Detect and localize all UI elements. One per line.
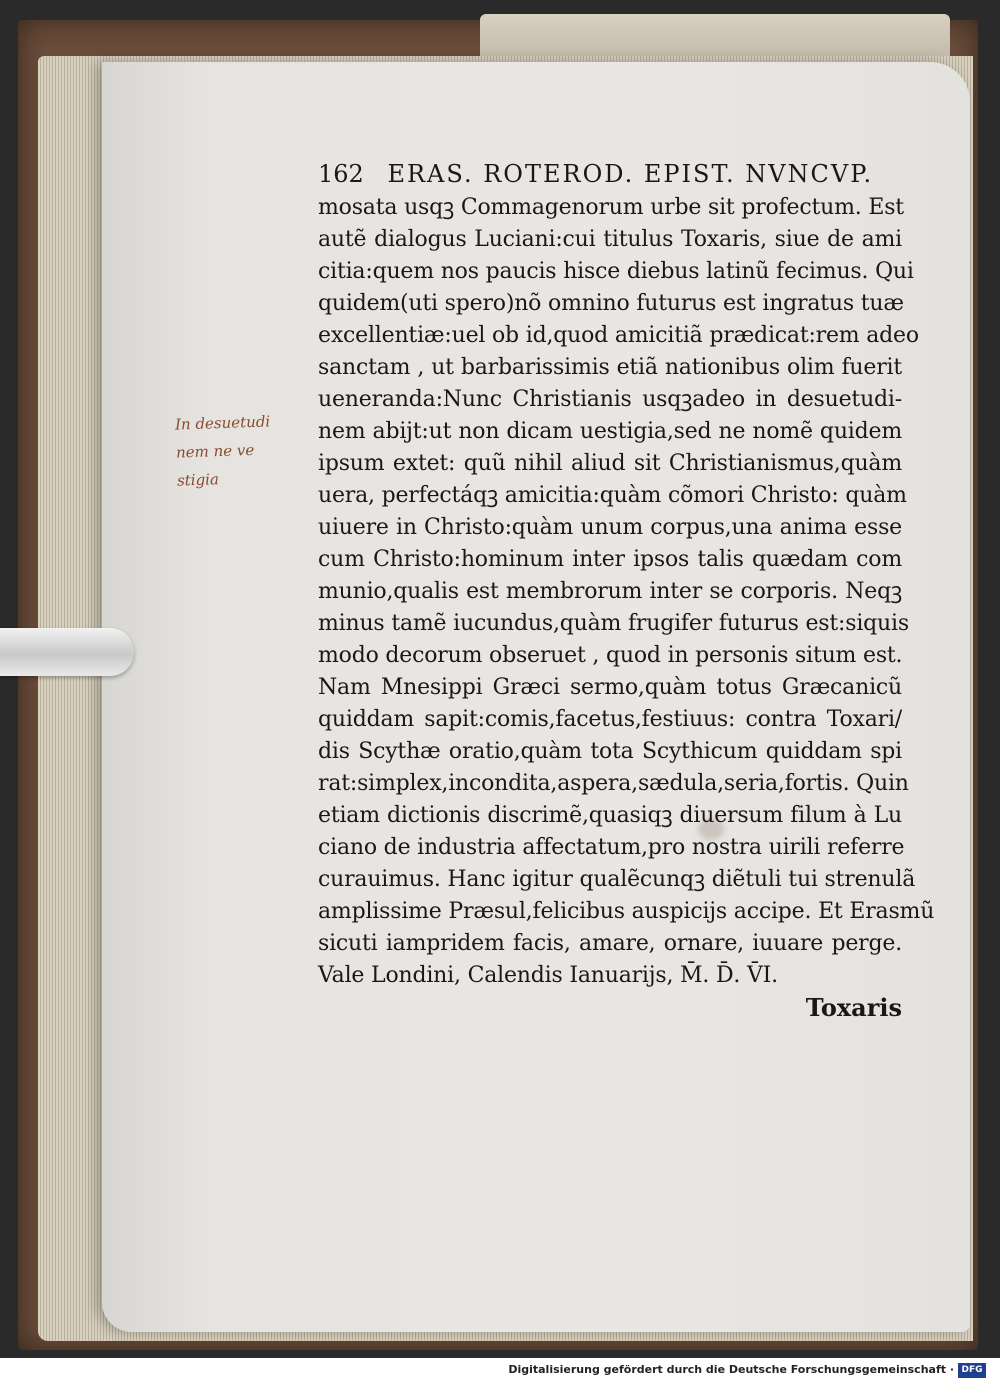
- text-line: uiuere in Christo:quàm unum corpus,una anima esse: [318, 515, 902, 540]
- catchword: Toxaris: [805, 993, 902, 1022]
- digitization-footer: [0, 1358, 1000, 1384]
- running-head: [318, 156, 928, 192]
- text-line: autẽ dialogus Luciani:cui titulus Toxaris, siue de ami: [318, 227, 902, 252]
- page-number: 162: [318, 160, 364, 188]
- text-line: quidem(uti spero)nõ omnino futurus est ingratus tuæ: [318, 291, 904, 316]
- text-line: dis Scythæ oratio,quàm tota Scythicum quiddam spi: [318, 739, 902, 764]
- closing-line: Vale Londini, Calendis Ianuarijs, M̄. D̄. V̄I.: [318, 963, 778, 988]
- text-line: sanctam , ut barbarissimis etiã nationibus olim fuerit: [318, 355, 902, 380]
- funding-credit: Digitalisierung gefördert durch die Deutsche Forschungsgemeinschaft ·: [508, 1363, 954, 1376]
- text-line: citia:quem nos paucis hisce diebus latinũ fecimus. Qui: [318, 259, 914, 284]
- marginal-note-line: stigia: [176, 470, 220, 490]
- dfg-logo: DFG: [958, 1363, 986, 1378]
- text-line: ciano de industria affectatum,pro nostra uirili referre: [318, 835, 905, 860]
- text-line: ueneranda:Nunc Christianis usqꝫadeo in desuetudi-: [318, 387, 902, 412]
- marginal-note-line: In desuetudi: [174, 412, 271, 434]
- text-line: curauimus. Hanc igitur qualẽcunqꝫ diẽtuli tui strenulã: [318, 867, 916, 892]
- text-line: Nam Mnesippi Græci sermo,quàm totus Græcanicũ: [318, 675, 902, 700]
- text-line: modo decorum obseruet , quod in personis situm est.: [318, 643, 903, 668]
- text-line: uera, perfectáqꝫ amicitia:quàm cõmori Christo: quàm: [318, 483, 907, 508]
- printed-text-block: [318, 156, 935, 1024]
- text-line: ipsum extet: quũ nihil aliud sit Christianismus,quàm: [318, 451, 902, 476]
- marginal-note-line: nem ne ve: [175, 440, 255, 462]
- text-line: nem abijt:ut non dicam uestigia,sed ne nomẽ quidem: [318, 419, 902, 444]
- text-line: rat:simplex,incondita,aspera,sædula,seria,fortis. Quin: [318, 771, 909, 796]
- text-line: minus tamẽ iucundus,quàm frugifer futurus est:siquis: [318, 611, 909, 636]
- text-line: sicuti iampridem facis, amare, ornare, iuuare perge.: [318, 931, 902, 956]
- text-line: excellentiæ:uel ob id,quod amicitiã prædicat:rem adeo: [318, 323, 919, 348]
- glass-page-clip: [0, 628, 134, 676]
- text-line: munio,qualis est membrorum inter se corporis. Neqꝫ: [318, 579, 902, 604]
- handwritten-marginal-note: [175, 405, 328, 494]
- running-head-title: ERAS. ROTEROD. EPIST. NVNCVP.: [387, 160, 874, 188]
- text-line: mosata usqꝫ Commagenorum urbe sit profectum. Est: [318, 195, 904, 220]
- text-line: quiddam sapit:comis,facetus,festiuus: contra Toxari/: [318, 707, 902, 732]
- text-line: cum Christo:hominum inter ipsos talis quædam com: [318, 547, 902, 572]
- text-line: etiam dictionis discrimẽ,quasiqꝫ diuersum filum à Lu: [318, 803, 902, 828]
- text-line: amplissime Præsul,felicibus auspicijs accipe. Et Erasmũ: [318, 899, 935, 924]
